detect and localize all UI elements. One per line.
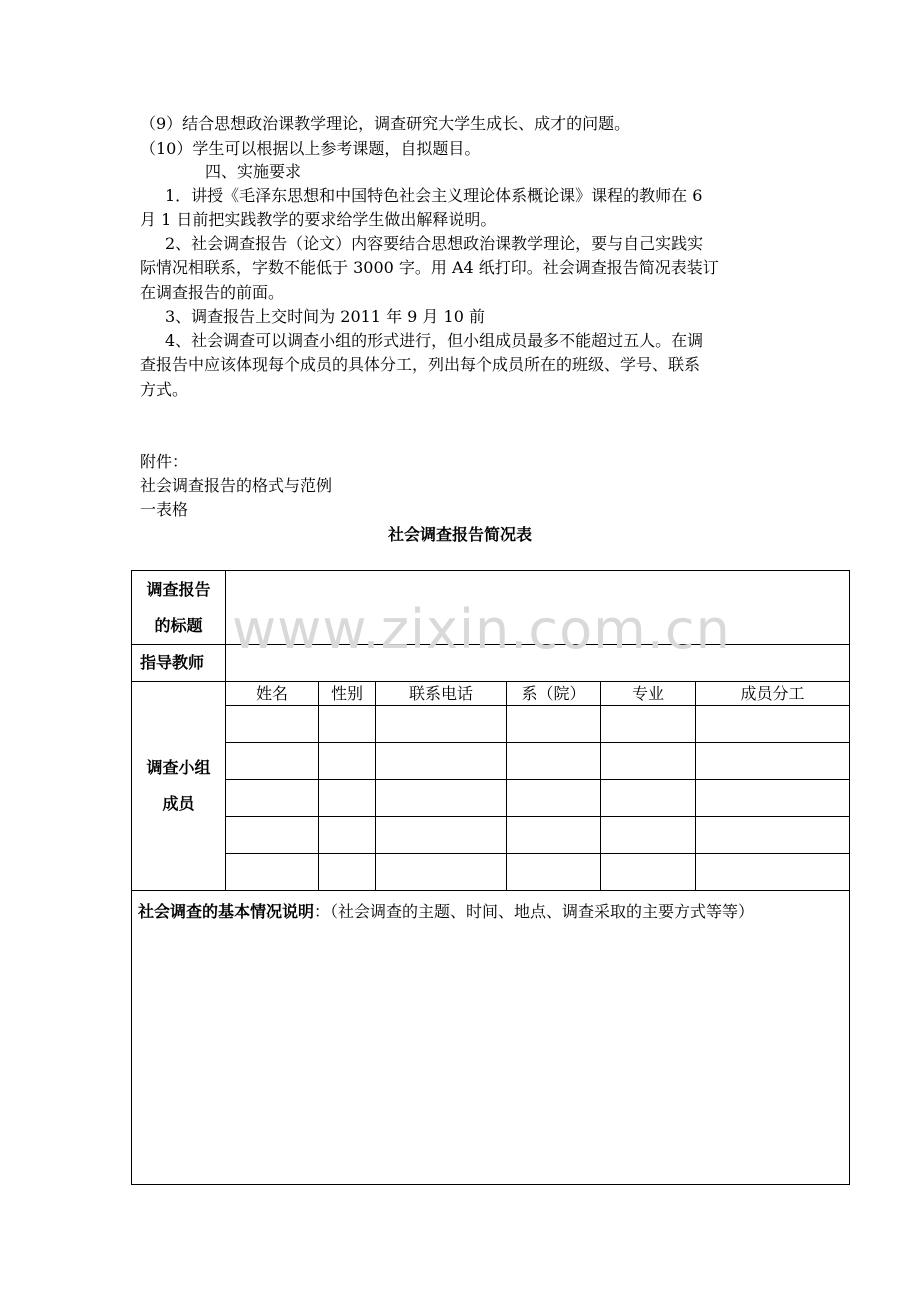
paragraph-line: 方式。 <box>140 380 189 399</box>
member-department-cell[interactable] <box>507 817 601 854</box>
column-header-major: 专业 <box>601 682 696 706</box>
member-row <box>132 706 850 743</box>
paragraph-line: 查报告中应该体现每个成员的具体分工，列出每个成员所在的班级、学号、联系 <box>140 355 701 374</box>
paragraph-line: 4、社会调查可以调查小组的形式进行，但小组成员最多不能超过五人。在调 <box>165 331 704 350</box>
member-department-cell[interactable] <box>507 706 601 743</box>
member-phone-cell[interactable] <box>376 817 507 854</box>
member-major-cell[interactable] <box>601 854 696 891</box>
member-major-cell[interactable] <box>601 743 696 780</box>
paragraph-line: 1．讲授《毛泽东思想和中国特色社会主义理论体系概论课》课程的教师在 6 <box>165 186 703 205</box>
basic-info-description-field[interactable] <box>132 891 850 1185</box>
description-label: 社会调查的基本情况说明 <box>138 902 315 921</box>
member-row <box>132 817 850 854</box>
paragraph-line: 月 1 日前把实践教学的要求给学生做出解释说明。 <box>140 210 497 229</box>
member-phone-cell[interactable] <box>376 780 507 817</box>
member-name-cell[interactable] <box>226 854 319 891</box>
member-name-cell[interactable] <box>226 706 319 743</box>
attachment-label: 附件： <box>140 452 189 471</box>
table-title: 社会调查报告简况表 <box>387 525 532 544</box>
member-department-cell[interactable] <box>507 854 601 891</box>
member-gender-cell[interactable] <box>319 854 376 891</box>
section-heading: 四、实施要求 <box>205 162 302 181</box>
paragraph-line: 际情况相联系，字数不能低于 3000 字。用 A4 纸打印。社会调查报告简况表装订 <box>140 258 719 277</box>
watermark: www.zixin.com.cn <box>232 598 731 661</box>
member-gender-cell[interactable] <box>319 706 376 743</box>
member-major-cell[interactable] <box>601 817 696 854</box>
paragraph-line: （9）结合思想政治课教学理论，调查研究大学生成长、成才的问题。 <box>140 114 631 133</box>
paragraph-line: 在调查报告的前面。 <box>140 283 285 302</box>
member-phone-cell[interactable] <box>376 854 507 891</box>
paragraph-line: 3、调查报告上交时间为 2011 年 9 月 10 前 <box>165 307 485 326</box>
member-major-cell[interactable] <box>601 706 696 743</box>
column-header-gender: 性别 <box>319 682 376 706</box>
column-header-department: 系（院） <box>507 682 601 706</box>
member-major-cell[interactable] <box>601 780 696 817</box>
member-phone-cell[interactable] <box>376 743 507 780</box>
member-row <box>132 854 850 891</box>
member-role-cell[interactable] <box>696 743 850 780</box>
group-members-label: 调查小组 成员 <box>132 682 226 891</box>
paragraph-line: （10）学生可以根据以上参考课题，自拟题目。 <box>140 139 481 158</box>
attachment-title: 社会调查报告的格式与范例 <box>140 476 333 495</box>
attachment-subtitle: 一表格 <box>140 500 189 519</box>
member-name-cell[interactable] <box>226 780 319 817</box>
report-title-label: 调查报告 的标题 <box>132 571 226 645</box>
member-role-cell[interactable] <box>696 854 850 891</box>
column-header-name: 姓名 <box>226 682 319 706</box>
member-gender-cell[interactable] <box>319 817 376 854</box>
member-role-cell[interactable] <box>696 706 850 743</box>
member-role-cell[interactable] <box>696 817 850 854</box>
member-row <box>132 780 850 817</box>
member-department-cell[interactable] <box>507 743 601 780</box>
description-hint: ：（社会调查的主题、时间、地点、调查采取的主要方式等等） <box>314 902 755 921</box>
member-name-cell[interactable] <box>226 817 319 854</box>
member-row <box>132 743 850 780</box>
column-header-role: 成员分工 <box>696 682 850 706</box>
member-gender-cell[interactable] <box>319 780 376 817</box>
member-gender-cell[interactable] <box>319 743 376 780</box>
teacher-label: 指导教师 <box>132 645 226 682</box>
report-summary-table <box>131 570 850 1185</box>
member-phone-cell[interactable] <box>376 706 507 743</box>
member-name-cell[interactable] <box>226 743 319 780</box>
paragraph-line: 2、社会调查报告（论文）内容要结合思想政治课教学理论，要与自己实践实 <box>165 234 704 253</box>
column-header-phone: 联系电话 <box>376 682 507 706</box>
member-role-cell[interactable] <box>696 780 850 817</box>
member-department-cell[interactable] <box>507 780 601 817</box>
